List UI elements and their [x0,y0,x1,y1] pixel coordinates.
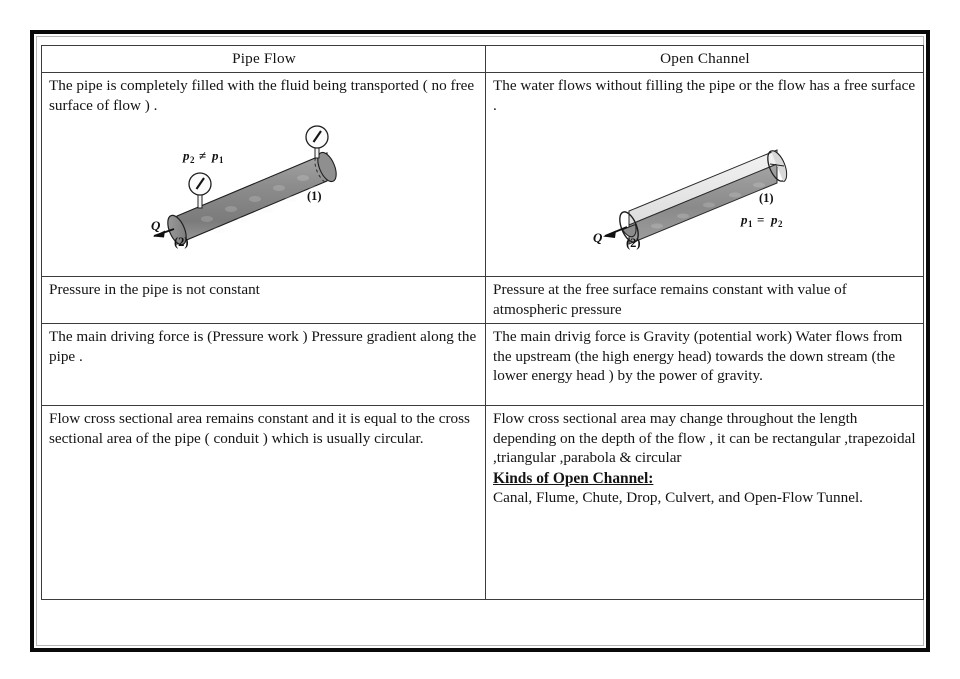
cell-pipe-cross-section: Flow cross sectional area remains constant and it is equal to the cross sectional area of the pipe ( conduit ) which is usually circular. [42,406,486,600]
label-flow-rate: Q [593,229,603,245]
label-pressure-relation: p [741,211,748,227]
svg-text:≠: ≠ [199,147,207,163]
svg-text:1: 1 [219,154,224,165]
table-row [42,73,924,277]
table-row [42,277,924,324]
label-section-2: (2) [626,235,641,250]
svg-text:2: 2 [778,218,783,229]
cell-channel-pressure: Pressure at the free surface remains constant with value of atmospheric pressure [486,277,924,324]
table-row [42,406,924,600]
label-section-1: (1) [759,190,774,205]
header-pipe-flow: Pipe Flow [42,46,486,73]
svg-text:2: 2 [190,154,195,165]
label-pressure-relation: p [183,147,190,163]
cell-pipe-description [42,73,486,277]
channel-cross-section-text: Flow cross sectional area may change throughout the length depending on the depth of the flow , it can be rectangular ,trapezoidal ,triangular ,parabola & circular [493,410,916,467]
cell-channel-cross-section [486,406,924,600]
header-open-channel: Open Channel [486,46,924,73]
label-section-2: (2) [174,234,189,249]
channel-description-text: The water flows without filling the pipe or the flow has a free surface . [493,77,916,115]
kinds-of-open-channel-heading: Kinds of Open Channel: [493,469,654,487]
comparison-table [41,45,924,600]
cell-pipe-pressure: Pressure in the pipe is not constant [42,277,486,324]
open-channel-figure-wrap [493,116,917,254]
pipe-flow-diagram [149,124,379,249]
svg-text:1: 1 [748,218,753,229]
table-header-row [42,46,924,73]
label-flow-rate: Q [151,217,161,233]
cell-channel-driving-force: The main drivig force is Gravity (potential work) Water flows from the upstream (the high energy head) towards the down stream (the lower energy head ) by the power of gravity. [486,324,924,406]
label-section-1: (1) [307,188,322,203]
table-row [42,324,924,406]
svg-text:p: p [771,211,778,227]
pipe-description-text: The pipe is completely filled with the fluid being transported ( no free surface of flow ) . [49,77,475,115]
cell-channel-description [486,73,924,277]
svg-text:p: p [212,147,219,163]
svg-text:=: = [757,211,765,227]
kinds-of-open-channel-list: Canal, Flume, Chute, Drop, Culvert, and Open-Flow Tunnel. [493,489,863,507]
open-channel-diagram [591,126,826,251]
pipe-flow-figure-wrap [49,116,479,254]
cell-pipe-driving-force: The main driving force is (Pressure work ) Pressure gradient along the pipe . [42,324,486,406]
